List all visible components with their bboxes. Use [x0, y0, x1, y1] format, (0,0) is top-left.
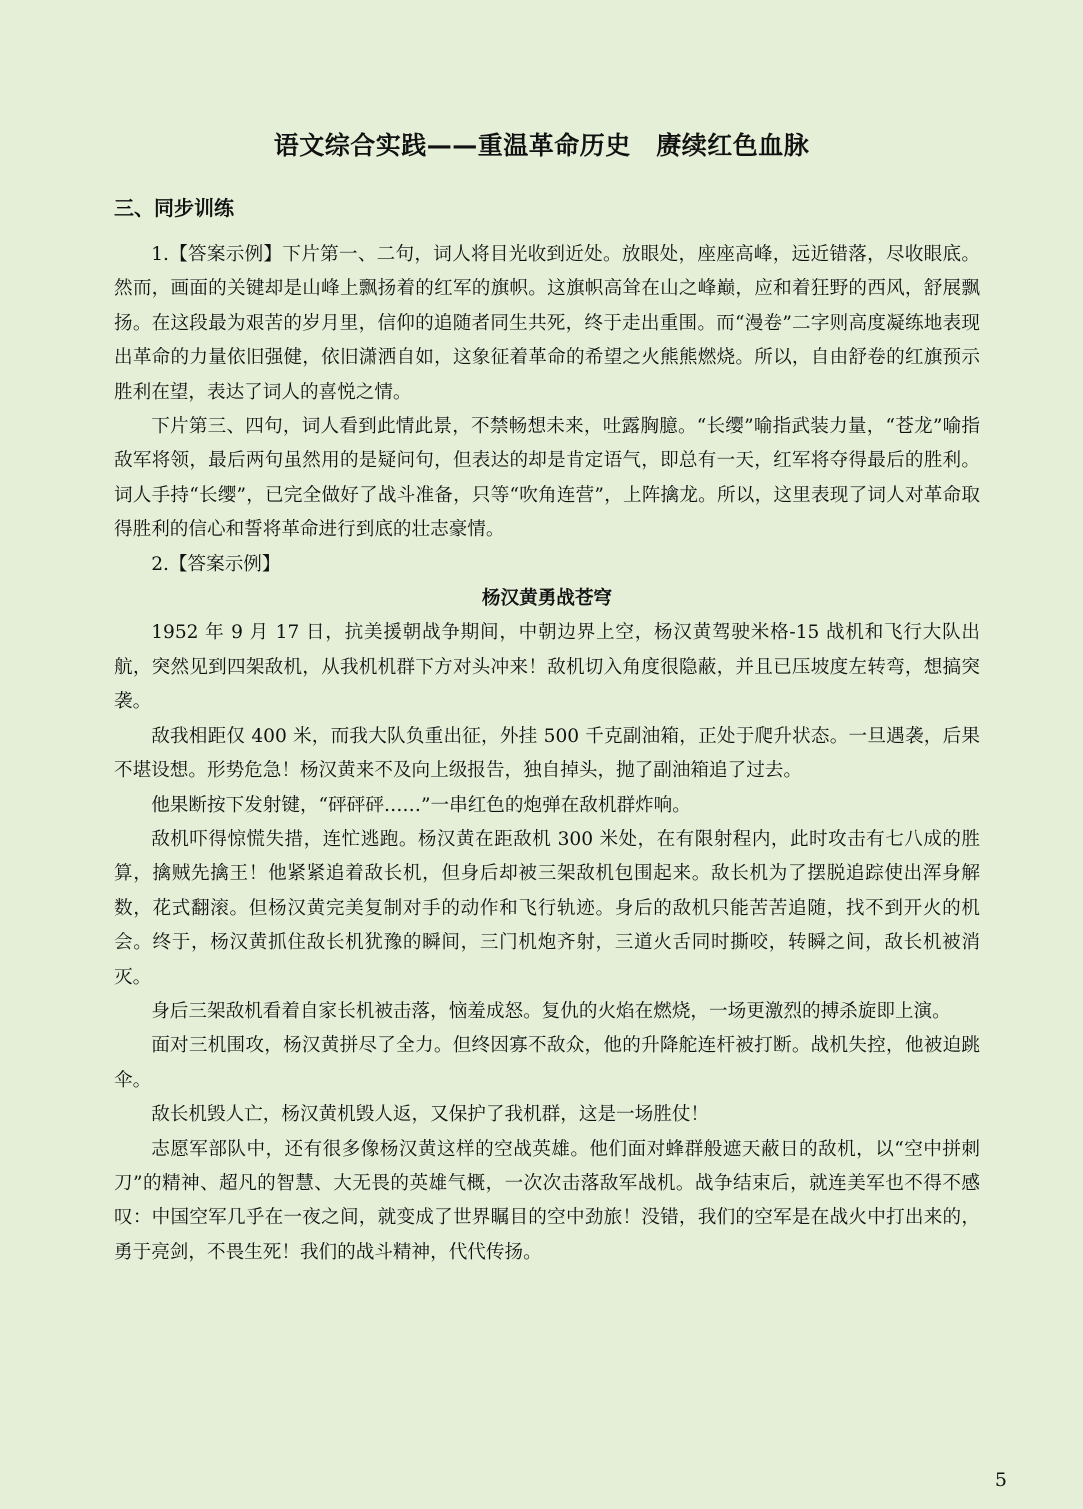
story-paragraph: 志愿军部队中，还有很多像杨汉黄这样的空战英雄。他们面对蜂群般遮天蔽日的敌机，以“空中拼刺刀”的精神、超凡的智慧、大无畏的英雄气概，一次次击落敌军战机。战争结束后，就连美军也不得不感叹：中国空军几乎在一夜之间，就变成了世界瞩目的空中劲旅！没错，我们的空军是在战火中打出来的，勇于亮剑，不畏生死！我们的战斗精神，代代传扬。 [114, 1138, 980, 1263]
page-number: 5 [994, 1469, 1007, 1491]
story-title: 杨汉黄勇战苍穹 [481, 588, 613, 610]
page-title: 语文综合实践——重温革命历史 赓续红色血脉 [273, 131, 810, 160]
story-paragraph: 敌长机毁人亡，杨汉黄机毁人返，又保护了我机群，这是一场胜仗！ [151, 1104, 710, 1126]
document-body [114, 238, 980, 1270]
story-paragraph: 敌我相距仅 400 米，而我大队负重出征，外挂 500 千克副油箱，正处于爬升状态。一旦遇袭，后果不堪设想。形势危急！杨汉黄来不及向上级报告，独自掉头，抛了副油箱追了过去。 [114, 725, 980, 782]
answer-paragraph: 2.【答案示例】 [151, 553, 281, 575]
story-paragraph: 敌机吓得惊慌失措，连忙逃跑。杨汉黄在距敌机 300 米处，在有限射程内，此时攻击有七八成的胜算，擒贼先擒王！他紧紧追着敌长机，但身后却被三架敌机包围起来。敌长机为了摆脱追踪使出浑身解数，花式翻滚。但杨汉黄完美复制对手的动作和飞行轨迹。身后的敌机只能苦苦追随，找不到开火的机会。终于，杨汉黄抓住敌长机犹豫的瞬间，三门机炮齐射，三道火舌同时撕咬，转瞬之间，敌长机被消灭。 [114, 828, 980, 988]
story-paragraph: 1952 年 9 月 17 日，抗美援朝战争期间，中朝边界上空，杨汉黄驾驶米格-15 战机和飞行大队出航，突然见到四架敌机，从我机机群下方对头冲来！敌机切入角度很隐蔽，并且已压坡度左转弯，想搞突袭。 [114, 622, 980, 713]
answer-paragraph: 1.【答案示例】下片第一、二句，词人将目光收到近处。放眼处，座座高峰，远近错落，尽收眼底。然而，画面的关键却是山峰上飘扬着的红军的旗帜。这旗帜高耸在山之峰巅，应和着狂野的西风，舒展飘扬。在这段最为艰苦的岁月里，信仰的追随者同生共死，终于走出重围。而“漫卷”二字则高度凝练地表现出革命的力量依旧强健，依旧潇洒自如，这象征着革命的希望之火熊熊燃烧。所以，自由舒卷的红旗预示胜利在望，表达了词人的喜悦之情。 [114, 244, 980, 403]
story-paragraph: 他果断按下发射键，“砰砰砰……”一串红色的炮弹在敌机群炸响。 [151, 794, 691, 816]
story-paragraph: 身后三架敌机看着自家长机被击落，恼羞成怒。复仇的火焰在燃烧，一场更激烈的搏杀旋即上演。 [151, 1000, 951, 1022]
section-heading: 三、同步训练 [114, 196, 234, 220]
answer-paragraph: 下片第三、四句，词人看到此情此景，不禁畅想未来，吐露胸臆。“长缨”喻指武装力量，“苍龙”喻指敌军将领，最后两句虽然用的是疑问句，但表达的却是肯定语气，即总有一天，红军将夺得最后的胜利。词人手持“长缨”，已完全做好了战斗准备，只等“吹角连营”，上阵擒龙。所以，这里表现了词人对革命取得胜利的信心和誓将革命进行到底的壮志豪情。 [114, 416, 980, 541]
story-paragraph: 面对三机围攻，杨汉黄拼尽了全力。但终因寡不敌众，他的升降舵连杆被打断。战机失控，他被迫跳伞。 [114, 1035, 980, 1091]
